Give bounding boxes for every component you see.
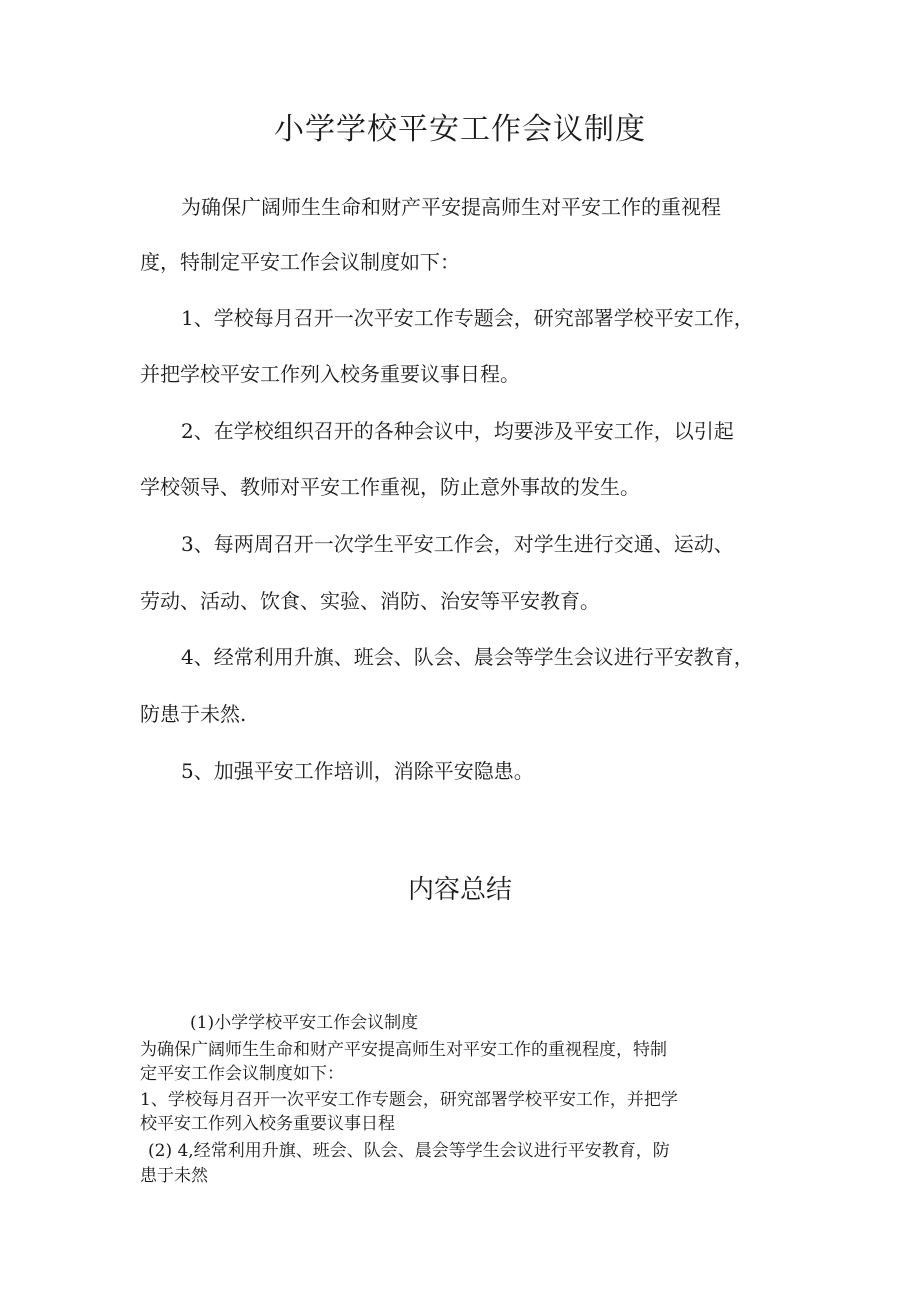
body-line: 为确保广阔师生生命和财产平安提高师生对平安工作的重视程 — [181, 195, 721, 219]
summary-line: (2) 4,经常利用升旗、班会、队会、晨会等学生会议进行平安教育，防 — [148, 1141, 670, 1161]
summary-line: 校平安工作列入校务重要议事日程 — [140, 1114, 395, 1134]
body-line: 2、在学校组织召开的各种会议中，均要涉及平安工作，以引起 — [181, 419, 734, 443]
body-line: 并把学校平安工作列入校务重要议事日程。 — [140, 362, 520, 386]
summary-title: 内容总结 — [407, 875, 512, 905]
body-line: 1、学校每月召开一次平安工作专题会，研究部署学校平安工作， — [181, 306, 754, 330]
summary-line: 定平安工作会议制度如下： — [140, 1064, 344, 1084]
summary-line: 患于未然 — [140, 1166, 208, 1186]
body-line: 5、加强平安工作培训，消除平安隐患。 — [181, 759, 534, 783]
document-title: 小学学校平安工作会议制度 — [274, 112, 646, 147]
body-line: 防患于未然. — [140, 702, 247, 726]
body-line: 劳动、活动、饮食、实验、消防、治安等平安教育。 — [140, 589, 600, 613]
summary-line: 1、学校每月召开一次平安工作专题会，研究部署学校平安工作，并把学 — [140, 1090, 678, 1110]
body-line: 学校领导、教师对平安工作重视，防止意外事故的发生。 — [140, 475, 640, 499]
summary-line: (1)小学学校平安工作会议制度 — [190, 1013, 419, 1033]
body-line: 4、经常利用升旗、班会、队会、晨会等学生会议进行平安教育， — [181, 645, 754, 669]
body-line: 度，特制定平安工作会议制度如下： — [140, 250, 460, 274]
body-line: 3、每两周召开一次学生平安工作会，对学生进行交通、运动、 — [181, 532, 734, 556]
summary-line: 为确保广阔师生生命和财产平安提高师生对平安工作的重视程度，特制 — [140, 1040, 667, 1060]
